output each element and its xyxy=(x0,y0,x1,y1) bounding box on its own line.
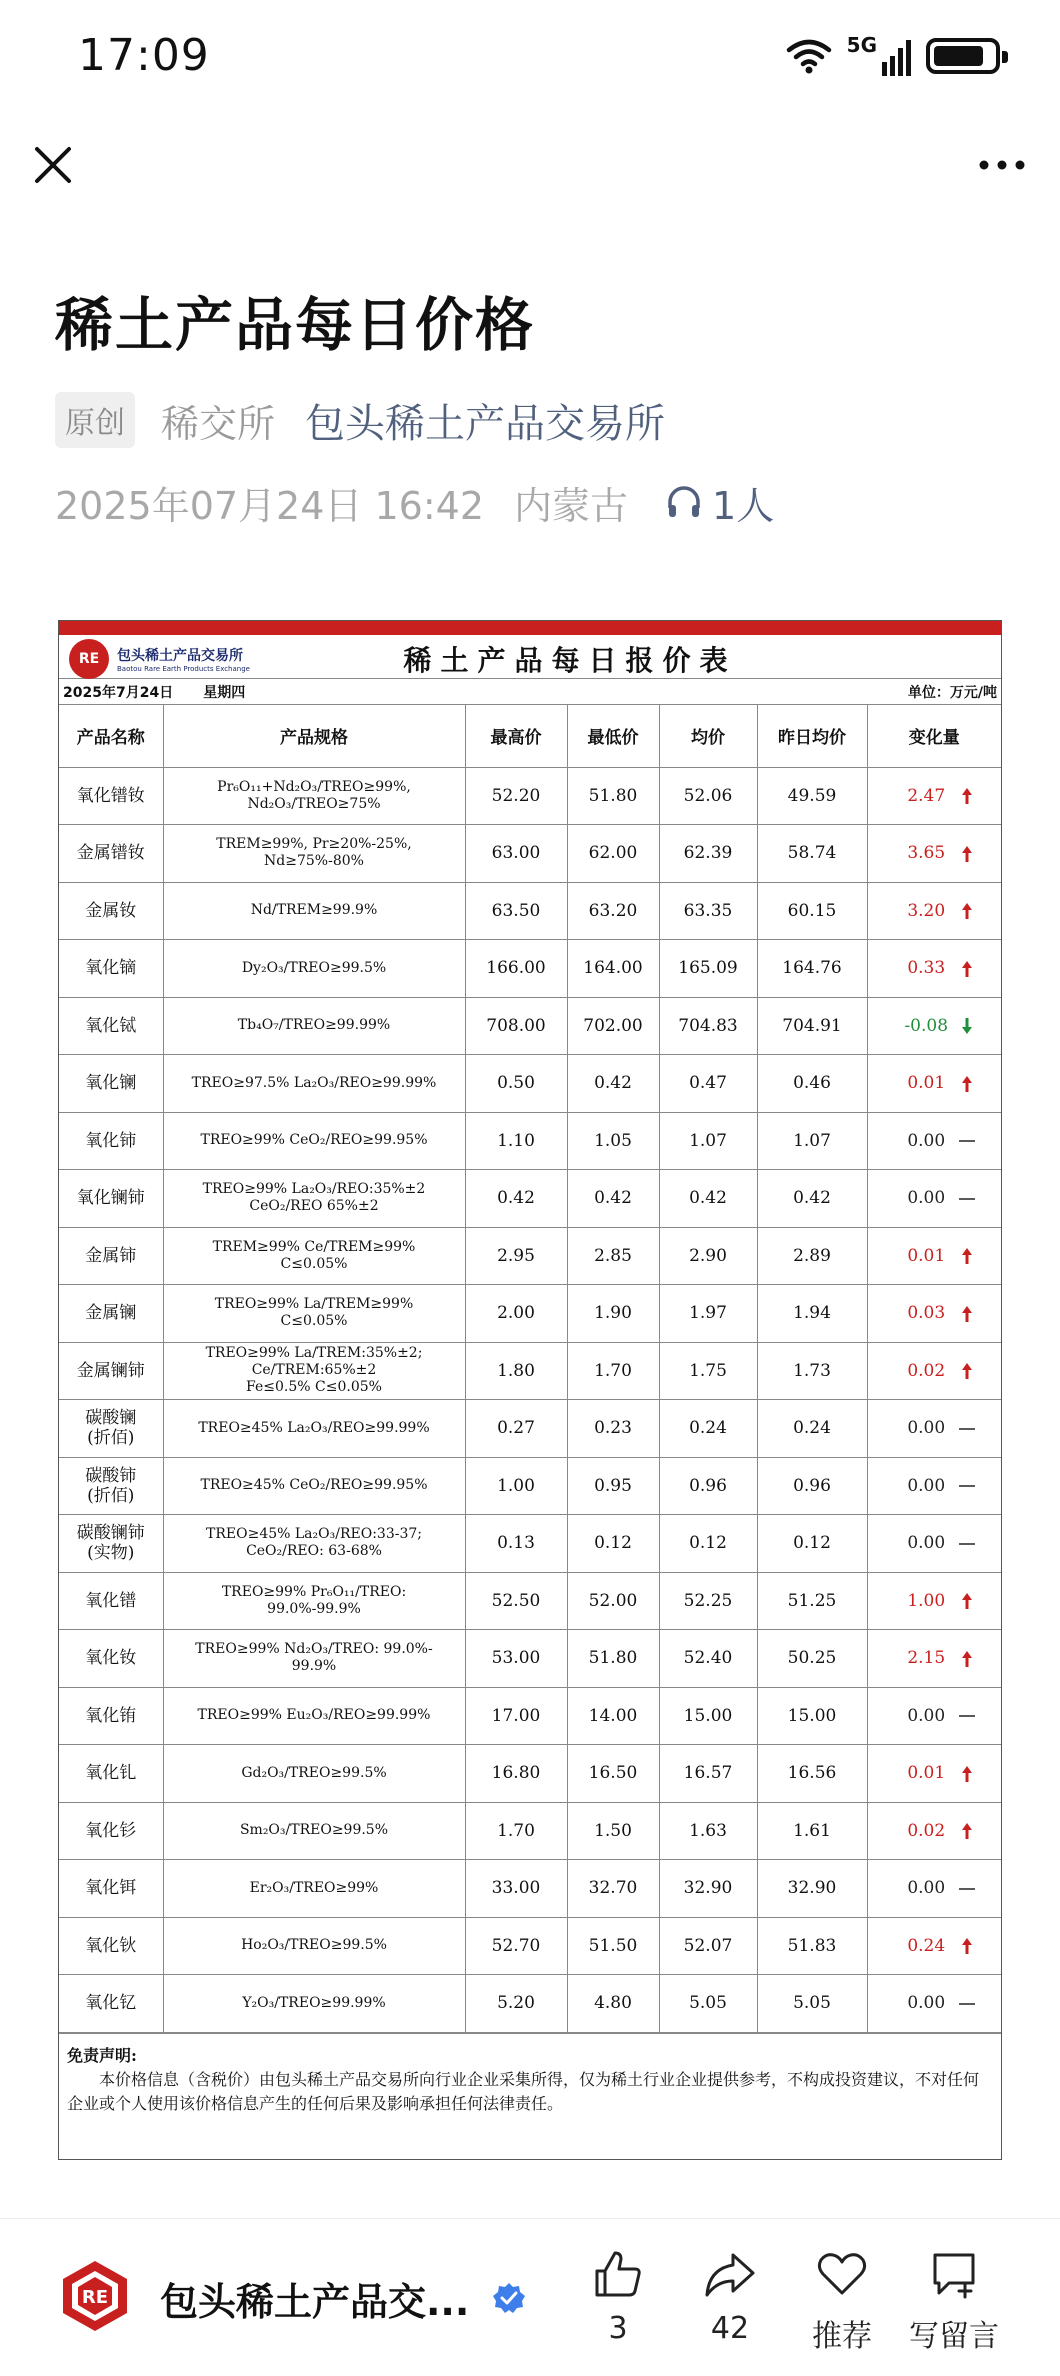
table-row xyxy=(59,1860,1001,1918)
cell-change xyxy=(867,1285,1001,1343)
disclaimer xyxy=(59,2033,1001,2116)
arrow-up-icon xyxy=(959,1650,975,1668)
table-row xyxy=(59,997,1001,1055)
column-header: 产品规格 xyxy=(163,705,465,767)
cell-avg: 0.47 xyxy=(659,1055,757,1113)
cell-prev: 1.07 xyxy=(757,1112,867,1170)
cell-low: 0.23 xyxy=(567,1400,659,1458)
change-value: 1.00 xyxy=(907,1590,946,1611)
table-row xyxy=(59,940,1001,998)
cell-high: 16.80 xyxy=(465,1745,567,1803)
cell-high: 2.95 xyxy=(465,1227,567,1285)
status-bar xyxy=(0,0,1060,110)
recommend-label: 推荐 xyxy=(812,2319,872,2354)
more-button[interactable] xyxy=(972,140,1032,190)
sheet-subheader xyxy=(59,679,1001,705)
article-title: 稀土产品每日价格 xyxy=(55,291,536,359)
change-value: 0.03 xyxy=(907,1303,946,1324)
dash-icon xyxy=(959,1535,975,1553)
like-count: 3 xyxy=(608,2311,628,2346)
cell-change xyxy=(867,1860,1001,1918)
cell-name: 氧化铈 xyxy=(59,1112,163,1170)
cell-name: 氧化镝 xyxy=(59,940,163,998)
cell-high: 166.00 xyxy=(465,940,567,998)
column-header: 产品名称 xyxy=(59,705,163,767)
table-row xyxy=(59,1342,1001,1400)
cell-low: 1.50 xyxy=(567,1802,659,1860)
cell-prev: 0.42 xyxy=(757,1170,867,1228)
cell-name: 氧化镧 xyxy=(59,1055,163,1113)
column-header: 变化量 xyxy=(867,705,1001,767)
arrow-up-icon xyxy=(959,960,975,978)
cell-low: 63.20 xyxy=(567,882,659,940)
cell-change xyxy=(867,1457,1001,1515)
disclaimer-title: 免责声明: xyxy=(67,2045,137,2065)
price-table xyxy=(59,705,1001,2033)
dash-icon xyxy=(959,1420,975,1438)
change-value: 0.00 xyxy=(907,1418,946,1439)
listen-button[interactable] xyxy=(664,475,774,530)
cell-prev: 15.00 xyxy=(757,1687,867,1745)
cell-prev: 0.46 xyxy=(757,1055,867,1113)
arrow-up-icon xyxy=(959,1362,975,1380)
battery-icon xyxy=(926,38,1000,74)
sheet-title: 稀土产品每日报价表 xyxy=(403,644,737,677)
cell-prev: 1.61 xyxy=(757,1802,867,1860)
cell-avg: 63.35 xyxy=(659,882,757,940)
cell-spec: Nd/TREM≥99.9% xyxy=(163,882,465,940)
arrow-up-icon xyxy=(959,787,975,805)
change-value: 3.65 xyxy=(907,843,946,864)
cell-low: 32.70 xyxy=(567,1860,659,1918)
cell-low: 16.50 xyxy=(567,1745,659,1803)
cell-change xyxy=(867,1342,1001,1400)
cell-spec: Dy₂O₃/TREO≥99.5% xyxy=(163,940,465,998)
cell-avg: 62.39 xyxy=(659,825,757,883)
bottom-action-bar xyxy=(0,2218,1060,2376)
table-row xyxy=(59,1572,1001,1630)
cell-low: 4.80 xyxy=(567,1975,659,2033)
exchange-logo-mark: RE xyxy=(69,639,109,679)
cell-name: 金属镧铈 xyxy=(59,1342,163,1400)
share-count: 42 xyxy=(710,2311,750,2346)
arrow-up-icon xyxy=(959,1822,975,1840)
change-value: -0.08 xyxy=(904,1015,949,1036)
table-row xyxy=(59,1802,1001,1860)
recommend-button[interactable] xyxy=(792,2247,892,2355)
cell-avg: 0.12 xyxy=(659,1515,757,1573)
cell-high: 53.00 xyxy=(465,1630,567,1688)
cell-low: 1.90 xyxy=(567,1285,659,1343)
change-value: 0.00 xyxy=(907,1993,946,2014)
cell-change xyxy=(867,940,1001,998)
cell-spec: Er₂O₃/TREO≥99% xyxy=(163,1860,465,1918)
network-type-label: 5G xyxy=(846,33,877,57)
headphones-icon xyxy=(664,482,704,522)
cell-prev: 0.96 xyxy=(757,1457,867,1515)
change-value: 0.02 xyxy=(907,1820,946,1841)
cell-prev: 0.12 xyxy=(757,1515,867,1573)
cell-spec: TREO≥99% La₂O₃/REO:35%±2 CeO₂/REO 65%±2 xyxy=(163,1170,465,1228)
cell-high: 17.00 xyxy=(465,1687,567,1745)
arrow-up-icon xyxy=(959,1937,975,1955)
cell-spec: TREO≥45% CeO₂/REO≥99.95% xyxy=(163,1457,465,1515)
cell-high: 0.13 xyxy=(465,1515,567,1573)
table-row xyxy=(59,1112,1001,1170)
table-row xyxy=(59,1400,1001,1458)
cell-spec: TREO≥45% La₂O₃/REO≥99.99% xyxy=(163,1400,465,1458)
change-value: 0.00 xyxy=(907,1130,946,1151)
article-meta-secondary xyxy=(55,474,774,530)
cell-avg: 2.90 xyxy=(659,1227,757,1285)
cell-change xyxy=(867,882,1001,940)
write-comment-label: 写留言 xyxy=(909,2319,999,2354)
sheet-date: 2025年7月24日 xyxy=(63,684,174,701)
cell-high: 63.50 xyxy=(465,882,567,940)
cell-spec: TREO≥45% La₂O₃/REO:33-37; CeO₂/REO: 63-68% xyxy=(163,1515,465,1573)
table-row xyxy=(59,882,1001,940)
cell-change xyxy=(867,1055,1001,1113)
publish-datetime: 2025年07月24日 16:42 xyxy=(55,483,485,528)
table-row xyxy=(59,825,1001,883)
cell-low: 702.00 xyxy=(567,997,659,1055)
cell-high: 1.00 xyxy=(465,1457,567,1515)
cell-low: 0.42 xyxy=(567,1170,659,1228)
cell-name: 氧化钕 xyxy=(59,1630,163,1688)
cell-name: 碳酸镧铈 (实物) xyxy=(59,1515,163,1573)
cell-high: 1.10 xyxy=(465,1112,567,1170)
cell-high: 0.27 xyxy=(465,1400,567,1458)
table-row xyxy=(59,1170,1001,1228)
article-source: 稀交所 xyxy=(161,401,276,446)
verified-badge-icon xyxy=(492,2281,526,2315)
signal-bars-icon xyxy=(882,40,912,76)
table-row xyxy=(59,1055,1001,1113)
cell-change xyxy=(867,1170,1001,1228)
change-value: 0.01 xyxy=(907,1763,946,1784)
change-value: 0.00 xyxy=(907,1705,946,1726)
change-value: 0.00 xyxy=(907,1878,946,1899)
cell-low: 51.50 xyxy=(567,1917,659,1975)
cell-name: 氧化镧铈 xyxy=(59,1170,163,1228)
arrow-up-icon xyxy=(959,1592,975,1610)
cell-change xyxy=(867,1917,1001,1975)
cell-low: 14.00 xyxy=(567,1687,659,1745)
arrow-up-icon xyxy=(959,845,975,863)
cell-spec: Y₂O₃/TREO≥99.99% xyxy=(163,1975,465,2033)
cell-prev: 704.91 xyxy=(757,997,867,1055)
change-value: 2.15 xyxy=(907,1648,946,1669)
sheet-unit: 单位：万元/吨 xyxy=(907,684,997,701)
cell-prev: 16.56 xyxy=(757,1745,867,1803)
cell-prev: 0.24 xyxy=(757,1400,867,1458)
cell-change xyxy=(867,767,1001,825)
cell-name: 氧化铕 xyxy=(59,1687,163,1745)
cell-spec: TREM≥99% Ce/TREM≥99% C≤0.05% xyxy=(163,1227,465,1285)
cell-prev: 5.05 xyxy=(757,1975,867,2033)
cell-change xyxy=(867,1515,1001,1573)
column-header: 昨日均价 xyxy=(757,705,867,767)
cell-prev: 32.90 xyxy=(757,1860,867,1918)
exchange-logo-cn: 包头稀土产品交易所 xyxy=(117,648,243,664)
cell-spec: TREO≥99% La/TREM:35%±2; Ce/TREM:65%±2 Fe≤0.5% C≤0.05% xyxy=(163,1342,465,1400)
cell-avg: 52.06 xyxy=(659,767,757,825)
status-icons xyxy=(785,34,1000,78)
comment-add-icon xyxy=(927,2247,981,2301)
wifi-icon xyxy=(785,36,833,76)
cell-avg: 52.40 xyxy=(659,1630,757,1688)
cell-avg: 1.97 xyxy=(659,1285,757,1343)
cell-low: 2.85 xyxy=(567,1227,659,1285)
heart-icon xyxy=(815,2247,869,2301)
price-sheet-image[interactable] xyxy=(58,620,1002,2160)
cell-spec: TREO≥99% Pr₆O₁₁/TREO: 99.0%-99.9% xyxy=(163,1572,465,1630)
cell-high: 52.20 xyxy=(465,767,567,825)
dash-icon xyxy=(959,1880,975,1898)
more-icon xyxy=(972,140,1032,190)
listener-count: 1人 xyxy=(712,483,775,528)
change-value: 0.33 xyxy=(907,958,946,979)
cell-name: 金属钕 xyxy=(59,882,163,940)
cell-spec: Sm₂O₃/TREO≥99.5% xyxy=(163,1802,465,1860)
sheet-weekday: 星期四 xyxy=(203,684,246,701)
cell-low: 0.95 xyxy=(567,1457,659,1515)
close-icon xyxy=(28,140,78,190)
cell-name: 氧化钬 xyxy=(59,1917,163,1975)
share-arrow-icon xyxy=(703,2247,757,2301)
table-row xyxy=(59,1687,1001,1745)
table-row xyxy=(59,767,1001,825)
exchange-logo-en: Baotou Rare Earth Products Exchange xyxy=(117,665,250,673)
cell-prev: 1.94 xyxy=(757,1285,867,1343)
cell-name: 氧化铒 xyxy=(59,1860,163,1918)
cell-prev: 50.25 xyxy=(757,1630,867,1688)
cell-spec: Pr₆O₁₁+Nd₂O₃/TREO≥99%, Nd₂O₃/TREO≥75% xyxy=(163,767,465,825)
cell-low: 0.12 xyxy=(567,1515,659,1573)
change-value: 2.47 xyxy=(907,785,946,806)
cell-name: 碳酸铈 (折佰) xyxy=(59,1457,163,1515)
cell-spec: TREO≥97.5% La₂O₃/REO≥99.99% xyxy=(163,1055,465,1113)
cell-prev: 58.74 xyxy=(757,825,867,883)
column-header: 最低价 xyxy=(567,705,659,767)
cell-spec: Gd₂O₃/TREO≥99.5% xyxy=(163,1745,465,1803)
cell-change xyxy=(867,1227,1001,1285)
cell-name: 金属铈 xyxy=(59,1227,163,1285)
svg-text:RE: RE xyxy=(81,2287,109,2308)
change-value: 0.01 xyxy=(907,1245,946,1266)
cell-prev: 2.89 xyxy=(757,1227,867,1285)
change-value: 0.00 xyxy=(907,1475,946,1496)
dash-icon xyxy=(959,1995,975,2013)
table-row xyxy=(59,1975,1001,2033)
account-avatar[interactable] xyxy=(56,2257,134,2335)
cell-avg: 1.63 xyxy=(659,1802,757,1860)
cell-change xyxy=(867,825,1001,883)
cell-change xyxy=(867,1112,1001,1170)
cell-high: 0.50 xyxy=(465,1055,567,1113)
cell-high: 1.80 xyxy=(465,1342,567,1400)
cell-name: 金属镨钕 xyxy=(59,825,163,883)
cell-avg: 15.00 xyxy=(659,1687,757,1745)
cell-avg: 52.25 xyxy=(659,1572,757,1630)
write-comment-button[interactable] xyxy=(904,2247,1004,2355)
cell-name: 金属镧 xyxy=(59,1285,163,1343)
table-row xyxy=(59,1917,1001,1975)
cell-avg: 5.05 xyxy=(659,1975,757,2033)
disclaimer-text: 本价格信息（含税价）由包头稀土产品交易所向行业企业采集所得，仅为稀土行业企业提供参考，不构成投资建议，不对任何企业或个人使用该价格信息产生的任何后果及影响承担任何法律责任。 xyxy=(67,2069,980,2113)
cell-high: 52.50 xyxy=(465,1572,567,1630)
table-row xyxy=(59,1515,1001,1573)
cell-change xyxy=(867,1630,1001,1688)
cell-prev: 164.76 xyxy=(757,940,867,998)
change-value: 0.24 xyxy=(907,1935,946,1956)
arrow-up-icon xyxy=(959,1075,975,1093)
cell-spec: TREO≥99% Eu₂O₃/REO≥99.99% xyxy=(163,1687,465,1745)
table-row xyxy=(59,1457,1001,1515)
cell-avg: 0.96 xyxy=(659,1457,757,1515)
original-badge: 原创 xyxy=(55,392,135,448)
cell-high: 52.70 xyxy=(465,1917,567,1975)
cell-spec: TREO≥99% Nd₂O₃/TREO: 99.0%- 99.9% xyxy=(163,1630,465,1688)
cell-name: 氧化钇 xyxy=(59,1975,163,2033)
arrow-up-icon xyxy=(959,902,975,920)
close-button[interactable] xyxy=(28,140,78,190)
cell-name: 氧化镨钕 xyxy=(59,767,163,825)
column-header: 最高价 xyxy=(465,705,567,767)
cell-name: 碳酸镧 (折佰) xyxy=(59,1400,163,1458)
cell-avg: 0.24 xyxy=(659,1400,757,1458)
cell-prev: 51.83 xyxy=(757,1917,867,1975)
change-value: 0.02 xyxy=(907,1360,946,1381)
column-header: 均价 xyxy=(659,705,757,767)
cell-high: 2.00 xyxy=(465,1285,567,1343)
cell-change xyxy=(867,1687,1001,1745)
cell-name: 氧化铽 xyxy=(59,997,163,1055)
dash-icon xyxy=(959,1477,975,1495)
cell-name: 氧化钆 xyxy=(59,1745,163,1803)
sheet-header xyxy=(59,635,1001,679)
dash-icon xyxy=(959,1190,975,1208)
cell-change xyxy=(867,997,1001,1055)
battery-level xyxy=(934,46,983,66)
cell-low: 164.00 xyxy=(567,940,659,998)
cell-low: 1.05 xyxy=(567,1112,659,1170)
cell-avg: 704.83 xyxy=(659,997,757,1055)
table-row xyxy=(59,1227,1001,1285)
cell-high: 708.00 xyxy=(465,997,567,1055)
cell-change xyxy=(867,1745,1001,1803)
top-nav xyxy=(0,120,1060,210)
cell-avg: 32.90 xyxy=(659,1860,757,1918)
arrow-up-icon xyxy=(959,1305,975,1323)
cellular-signal xyxy=(846,33,912,76)
cell-prev: 51.25 xyxy=(757,1572,867,1630)
change-value: 0.01 xyxy=(907,1073,946,1094)
cell-spec: TREO≥99% La/TREM≥99% C≤0.05% xyxy=(163,1285,465,1343)
cell-avg: 0.42 xyxy=(659,1170,757,1228)
thumbs-up-icon xyxy=(591,2247,645,2301)
sheet-top-bar xyxy=(59,621,1001,635)
cell-low: 52.00 xyxy=(567,1572,659,1630)
publish-location: 内蒙古 xyxy=(514,483,629,528)
exchange-logo-icon xyxy=(56,2257,134,2335)
cell-prev: 49.59 xyxy=(757,767,867,825)
cell-high: 0.42 xyxy=(465,1170,567,1228)
dash-icon xyxy=(959,1707,975,1725)
change-value: 3.20 xyxy=(907,900,946,921)
cell-change xyxy=(867,1400,1001,1458)
cell-avg: 16.57 xyxy=(659,1745,757,1803)
change-value: 0.00 xyxy=(907,1188,946,1209)
cell-high: 63.00 xyxy=(465,825,567,883)
cell-low: 51.80 xyxy=(567,767,659,825)
account-name[interactable]: 包头稀土产品交... xyxy=(160,2280,470,2324)
cell-spec: TREM≥99%, Pr≥20%-25%, Nd≥75%-80% xyxy=(163,825,465,883)
cell-avg: 165.09 xyxy=(659,940,757,998)
dash-icon xyxy=(959,1132,975,1150)
arrow-down-icon xyxy=(959,1017,975,1035)
table-row xyxy=(59,1285,1001,1343)
cell-avg: 1.75 xyxy=(659,1342,757,1400)
cell-change xyxy=(867,1802,1001,1860)
cell-spec: Ho₂O₃/TREO≥99.5% xyxy=(163,1917,465,1975)
article-meta xyxy=(55,392,665,448)
share-button[interactable] xyxy=(680,2247,780,2346)
arrow-up-icon xyxy=(959,1765,975,1783)
cell-low: 51.80 xyxy=(567,1630,659,1688)
cell-high: 5.20 xyxy=(465,1975,567,2033)
cell-name: 氧化镨 xyxy=(59,1572,163,1630)
cell-prev: 60.15 xyxy=(757,882,867,940)
change-value: 0.00 xyxy=(907,1533,946,1554)
account-link[interactable]: 包头稀土产品交易所 xyxy=(305,400,666,447)
cell-low: 62.00 xyxy=(567,825,659,883)
cell-high: 1.70 xyxy=(465,1802,567,1860)
cell-low: 1.70 xyxy=(567,1342,659,1400)
cell-change xyxy=(867,1572,1001,1630)
cell-avg: 1.07 xyxy=(659,1112,757,1170)
cell-change xyxy=(867,1975,1001,2033)
price-table-header xyxy=(59,705,1001,767)
table-row xyxy=(59,1630,1001,1688)
arrow-up-icon xyxy=(959,1247,975,1265)
status-time: 17:09 xyxy=(78,30,210,81)
cell-high: 33.00 xyxy=(465,1860,567,1918)
cell-avg: 52.07 xyxy=(659,1917,757,1975)
cell-spec: TREO≥99% CeO₂/REO≥99.95% xyxy=(163,1112,465,1170)
like-button[interactable] xyxy=(568,2247,668,2346)
cell-low: 0.42 xyxy=(567,1055,659,1113)
cell-prev: 1.73 xyxy=(757,1342,867,1400)
cell-name: 氧化钐 xyxy=(59,1802,163,1860)
cell-spec: Tb₄O₇/TREO≥99.99% xyxy=(163,997,465,1055)
table-row xyxy=(59,1745,1001,1803)
